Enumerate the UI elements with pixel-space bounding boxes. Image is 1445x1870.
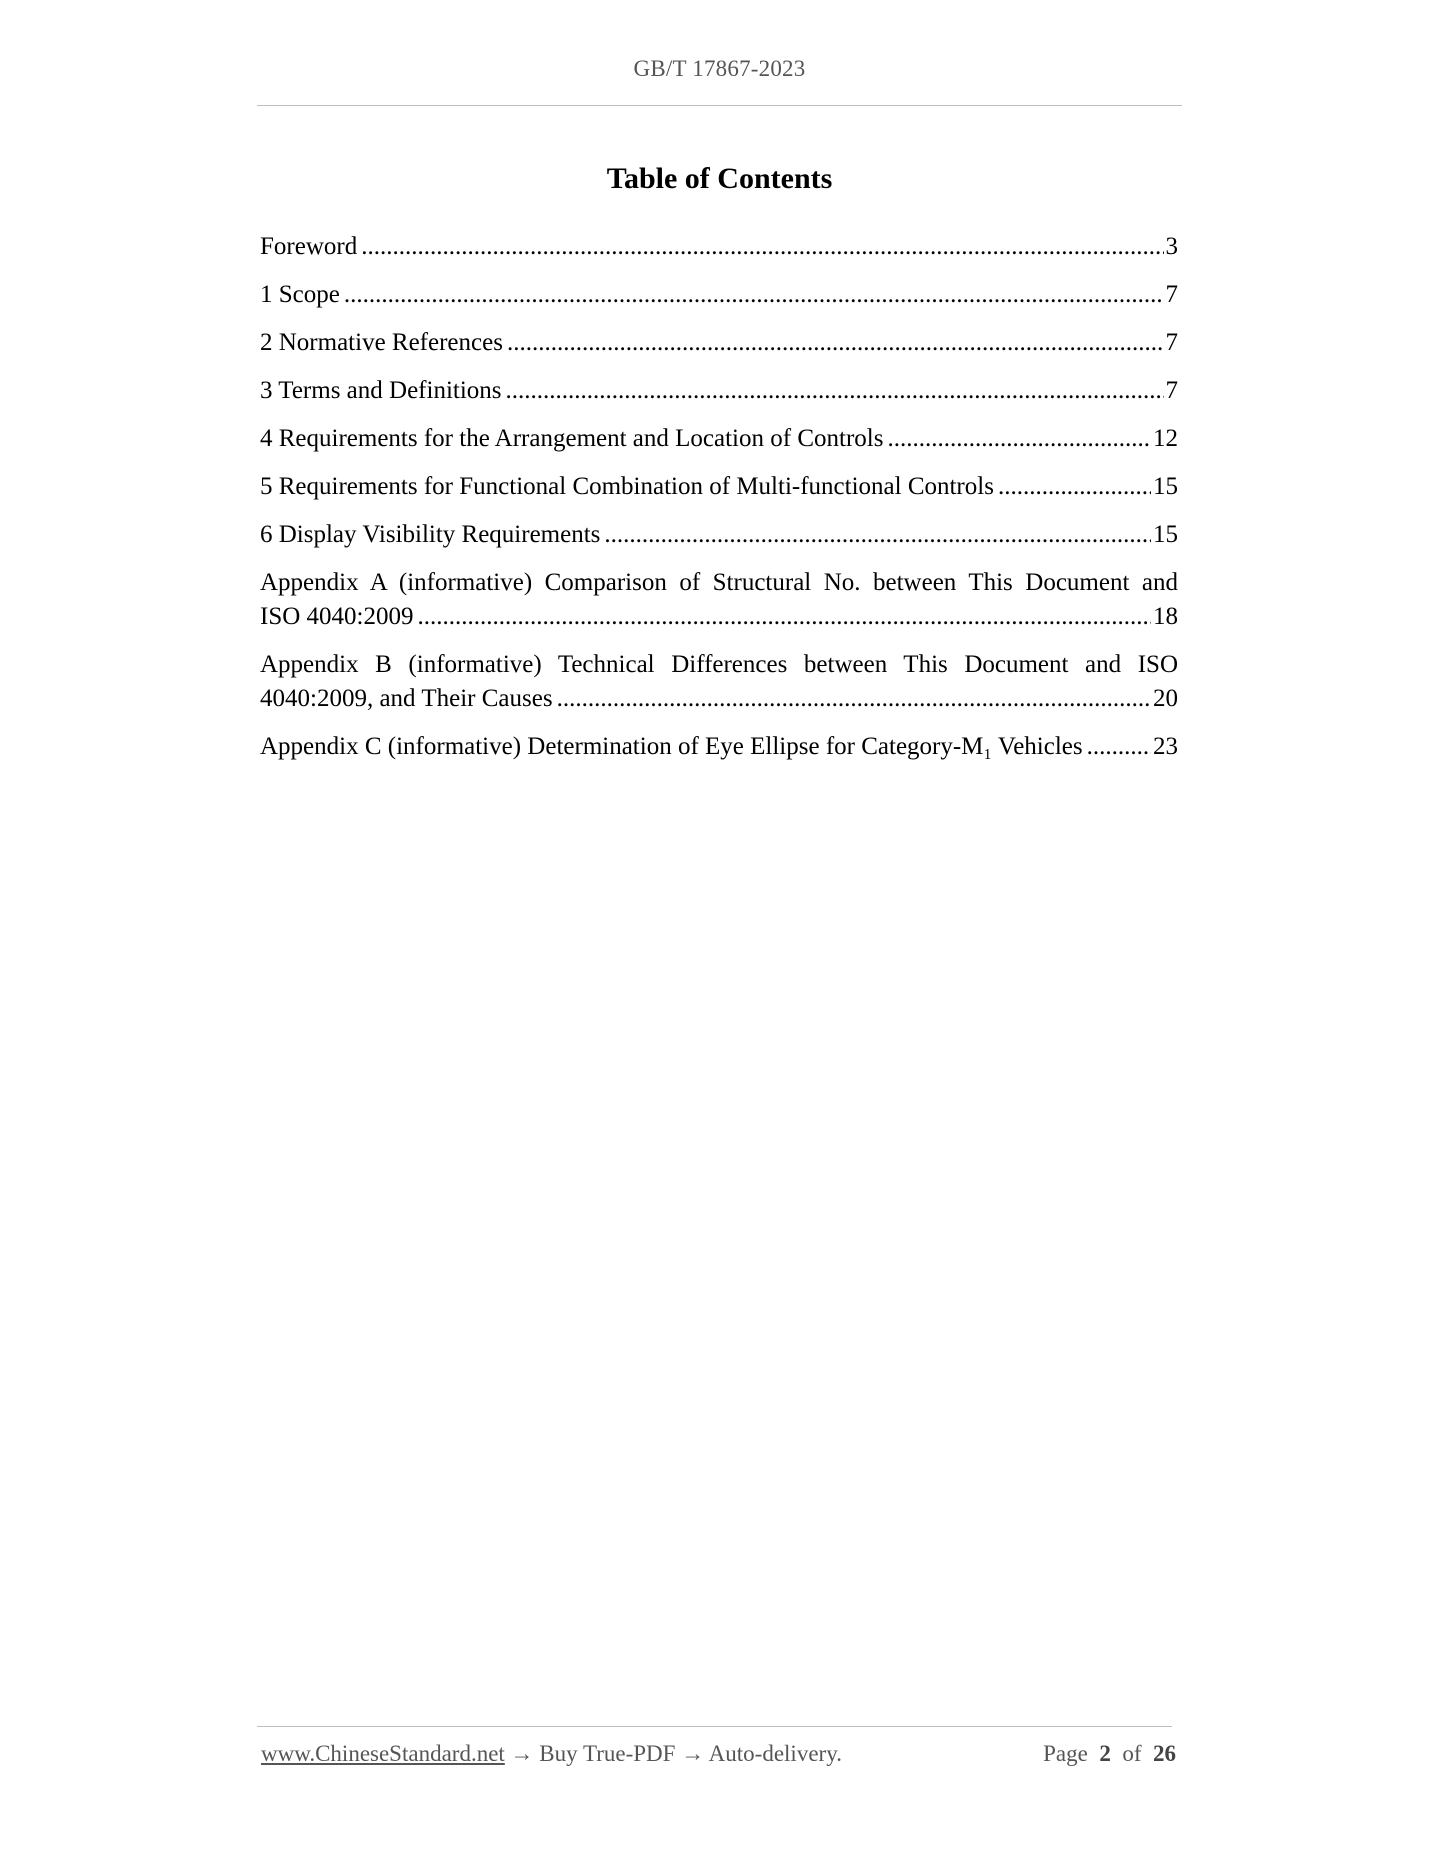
toc-entry-page: 12 bbox=[1153, 425, 1178, 452]
toc-leader-dots bbox=[507, 326, 1164, 360]
toc-entry-page: 18 bbox=[1153, 603, 1178, 630]
toc-entry-page: 20 bbox=[1153, 685, 1178, 712]
toc-entry-page: 15 bbox=[1153, 473, 1178, 500]
toc-entry-scope[interactable] bbox=[260, 278, 1178, 312]
toc-entry-page: 7 bbox=[1165, 329, 1178, 356]
toc-entry-page: 15 bbox=[1153, 521, 1178, 548]
toc-entry-appendix-a[interactable] bbox=[260, 566, 1178, 634]
toc-entry-label: 4 Requirements for the Arrangement and Location of Controls bbox=[260, 425, 884, 452]
toc-entry-label: 5 Requirements for Functional Combination of Multi-functional Controls bbox=[260, 473, 994, 500]
toc-entry-label: 2 Normative References bbox=[260, 329, 503, 356]
toc-entry-functional-combination[interactable] bbox=[260, 470, 1178, 504]
buy-text: Buy True-PDF bbox=[539, 1741, 676, 1766]
toc-entry-page: 23 bbox=[1153, 733, 1178, 760]
current-page: 2 bbox=[1099, 1741, 1111, 1766]
toc-entry-terms-definitions[interactable] bbox=[260, 374, 1178, 408]
toc-leader-dots bbox=[557, 682, 1151, 716]
toc-entry-arrangement-location[interactable] bbox=[260, 422, 1178, 456]
arrow-right-icon: → bbox=[681, 1741, 705, 1766]
total-pages: 26 bbox=[1153, 1741, 1176, 1766]
toc-entry-display-visibility[interactable] bbox=[260, 518, 1178, 552]
toc-entry-label-line1: Appendix B (informative) Technical Differences between This Document and ISO bbox=[260, 651, 1178, 678]
toc-entry-appendix-c[interactable] bbox=[260, 730, 1178, 764]
footer-divider bbox=[257, 1726, 1172, 1727]
toc-entry-label: 3 Terms and Definitions bbox=[260, 377, 502, 404]
toc-entry-label-line2: ISO 4040:2009 bbox=[260, 603, 414, 630]
toc-title: Table of Contents bbox=[606, 162, 833, 195]
toc-leader-dots bbox=[361, 230, 1163, 264]
toc-entry-appendix-b[interactable] bbox=[260, 648, 1178, 716]
site-link[interactable]: www.ChineseStandard.net bbox=[261, 1741, 505, 1766]
page-word: Page bbox=[1043, 1741, 1088, 1766]
toc-entry-label: Appendix C (informative) Determination of Eye Ellipse for Category-M₁ Vehicles bbox=[260, 733, 1083, 760]
toc-leader-dots bbox=[998, 470, 1151, 504]
toc-entry-page: 3 bbox=[1165, 233, 1178, 260]
table-of-contents bbox=[260, 230, 1178, 778]
footer-promo bbox=[261, 1741, 842, 1767]
toc-entry-label: Foreword bbox=[260, 233, 358, 260]
delivery-text: Auto-delivery. bbox=[708, 1741, 842, 1766]
toc-entry-normative-references[interactable] bbox=[260, 326, 1178, 360]
arrow-right-icon: → bbox=[510, 1741, 534, 1766]
toc-leader-dots bbox=[344, 278, 1164, 312]
toc-leader-dots bbox=[506, 374, 1164, 408]
of-word: of bbox=[1122, 1741, 1142, 1766]
toc-entry-foreword[interactable] bbox=[260, 230, 1178, 264]
toc-leader-dots bbox=[887, 422, 1151, 456]
header-divider bbox=[257, 105, 1182, 106]
document-header: GB/T 17867-2023 bbox=[633, 56, 806, 81]
toc-entry-label: 1 Scope bbox=[260, 281, 340, 308]
page-number bbox=[1043, 1741, 1176, 1767]
toc-leader-dots bbox=[604, 518, 1151, 552]
toc-entry-label-line2: 4040:2009, and Their Causes bbox=[260, 685, 553, 712]
toc-entry-label-line1: Appendix A (informative) Comparison of Structural No. between This Document and bbox=[260, 569, 1178, 596]
toc-entry-page: 7 bbox=[1165, 281, 1178, 308]
toc-leader-dots bbox=[1087, 730, 1151, 764]
toc-leader-dots bbox=[417, 600, 1151, 634]
toc-entry-page: 7 bbox=[1165, 377, 1178, 404]
toc-entry-label: 6 Display Visibility Requirements bbox=[260, 521, 601, 548]
